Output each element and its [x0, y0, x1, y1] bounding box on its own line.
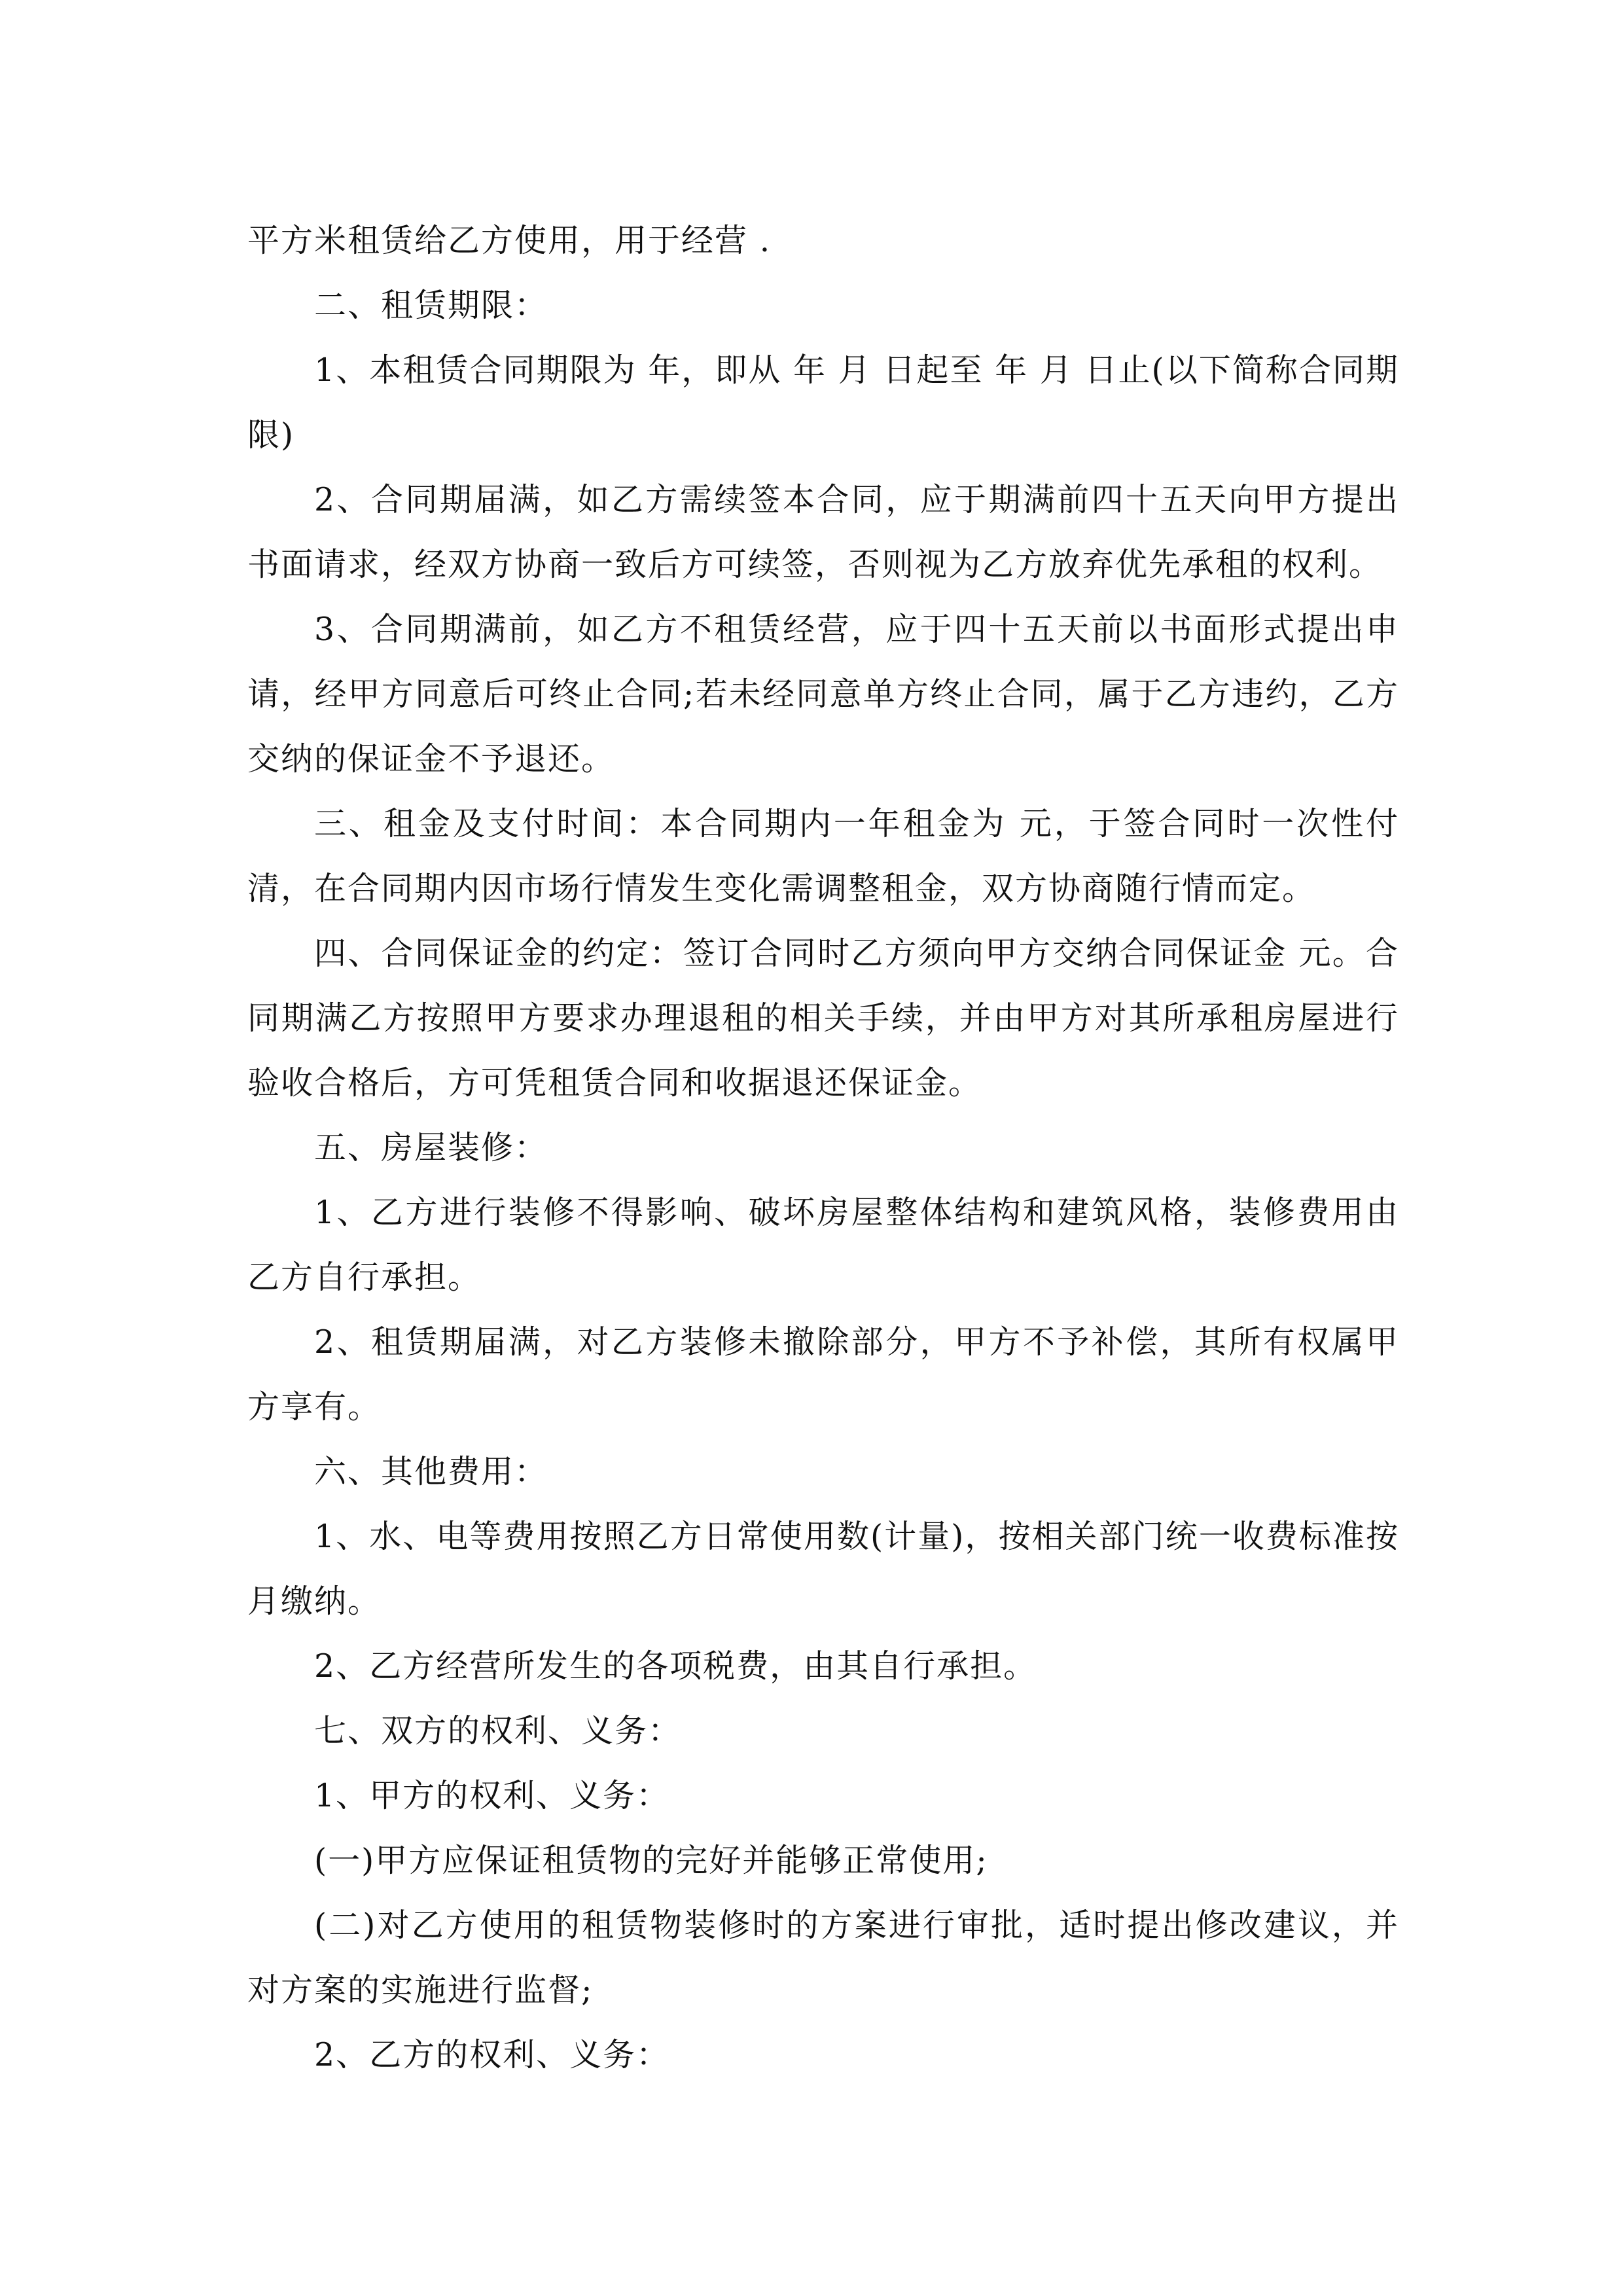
paragraph-party-a-item-2: (二)对乙方使用的租赁物装修时的方案进行审批，适时提出修改建议，并对方案的实施进行监督;	[247, 1907, 1399, 2009]
heading-renovation: 五、房屋装修：	[314, 1129, 548, 1166]
paragraph-renovation-ownership: 2、租赁期届满，对乙方装修未撤除部分，甲方不予补偿，其所有权属甲方享有。	[247, 1323, 1399, 1426]
paragraph-utilities: 1、水、电等费用按照乙方日常使用数(计量)，按相关部门统一收费标准按月缴纳。	[247, 1518, 1399, 1620]
heading-rights-obligations: 七、双方的权利、义务：	[314, 1712, 682, 1749]
paragraph-early-termination: 3、合同期满前，如乙方不租赁经营，应于四十五天前以书面形式提出申请，经甲方同意后可终止合同;若未经同意单方终止合同，属于乙方违约，乙方交纳的保证金不予退还。	[247, 611, 1399, 778]
paragraph-rent-payment: 三、租金及支付时间：本合同期内一年租金为 元，于签合同时一次性付清，在合同期内因市场行情发生变化需调整租金，双方协商随行情而定。	[247, 805, 1399, 907]
paragraph-renovation-cost: 1、乙方进行装修不得影响、破坏房屋整体结构和建筑风格，装修费用由乙方自行承担。	[247, 1194, 1399, 1296]
heading-party-a-rights: 1、甲方的权利、义务：	[314, 1777, 670, 1814]
heading-other-fees: 六、其他费用：	[314, 1453, 548, 1490]
heading-party-b-rights: 2、乙方的权利、义务：	[314, 2036, 670, 2073]
paragraph-party-a-item-1: (一)甲方应保证租赁物的完好并能够正常使用;	[314, 1842, 988, 1879]
paragraph-term-duration: 1、本租赁合同期限为 年，即从 年 月 日起至 年 月 日止(以下简称合同期限)	[247, 351, 1399, 454]
paragraph-lease-area: 平方米租赁给乙方使用，用于经营 .	[247, 222, 772, 259]
paragraph-taxes: 2、乙方经营所发生的各项税费，由其自行承担。	[314, 1647, 1037, 1685]
document-body	[247, 208, 1399, 2087]
paragraph-deposit: 四、合同保证金的约定：签订合同时乙方须向甲方交纳合同保证金 元。合同期满乙方按照甲方要求办理退租的相关手续，并由甲方对其所承租房屋进行验收合格后，方可凭租赁合同和收据退还保证金。	[247, 935, 1399, 1102]
paragraph-renewal: 2、合同期届满，如乙方需续签本合同，应于期满前四十五天向甲方提出书面请求，经双方协商一致后方可续签，否则视为乙方放弃优先承租的权利。	[247, 481, 1399, 583]
heading-lease-term: 二、租赁期限：	[314, 287, 548, 324]
